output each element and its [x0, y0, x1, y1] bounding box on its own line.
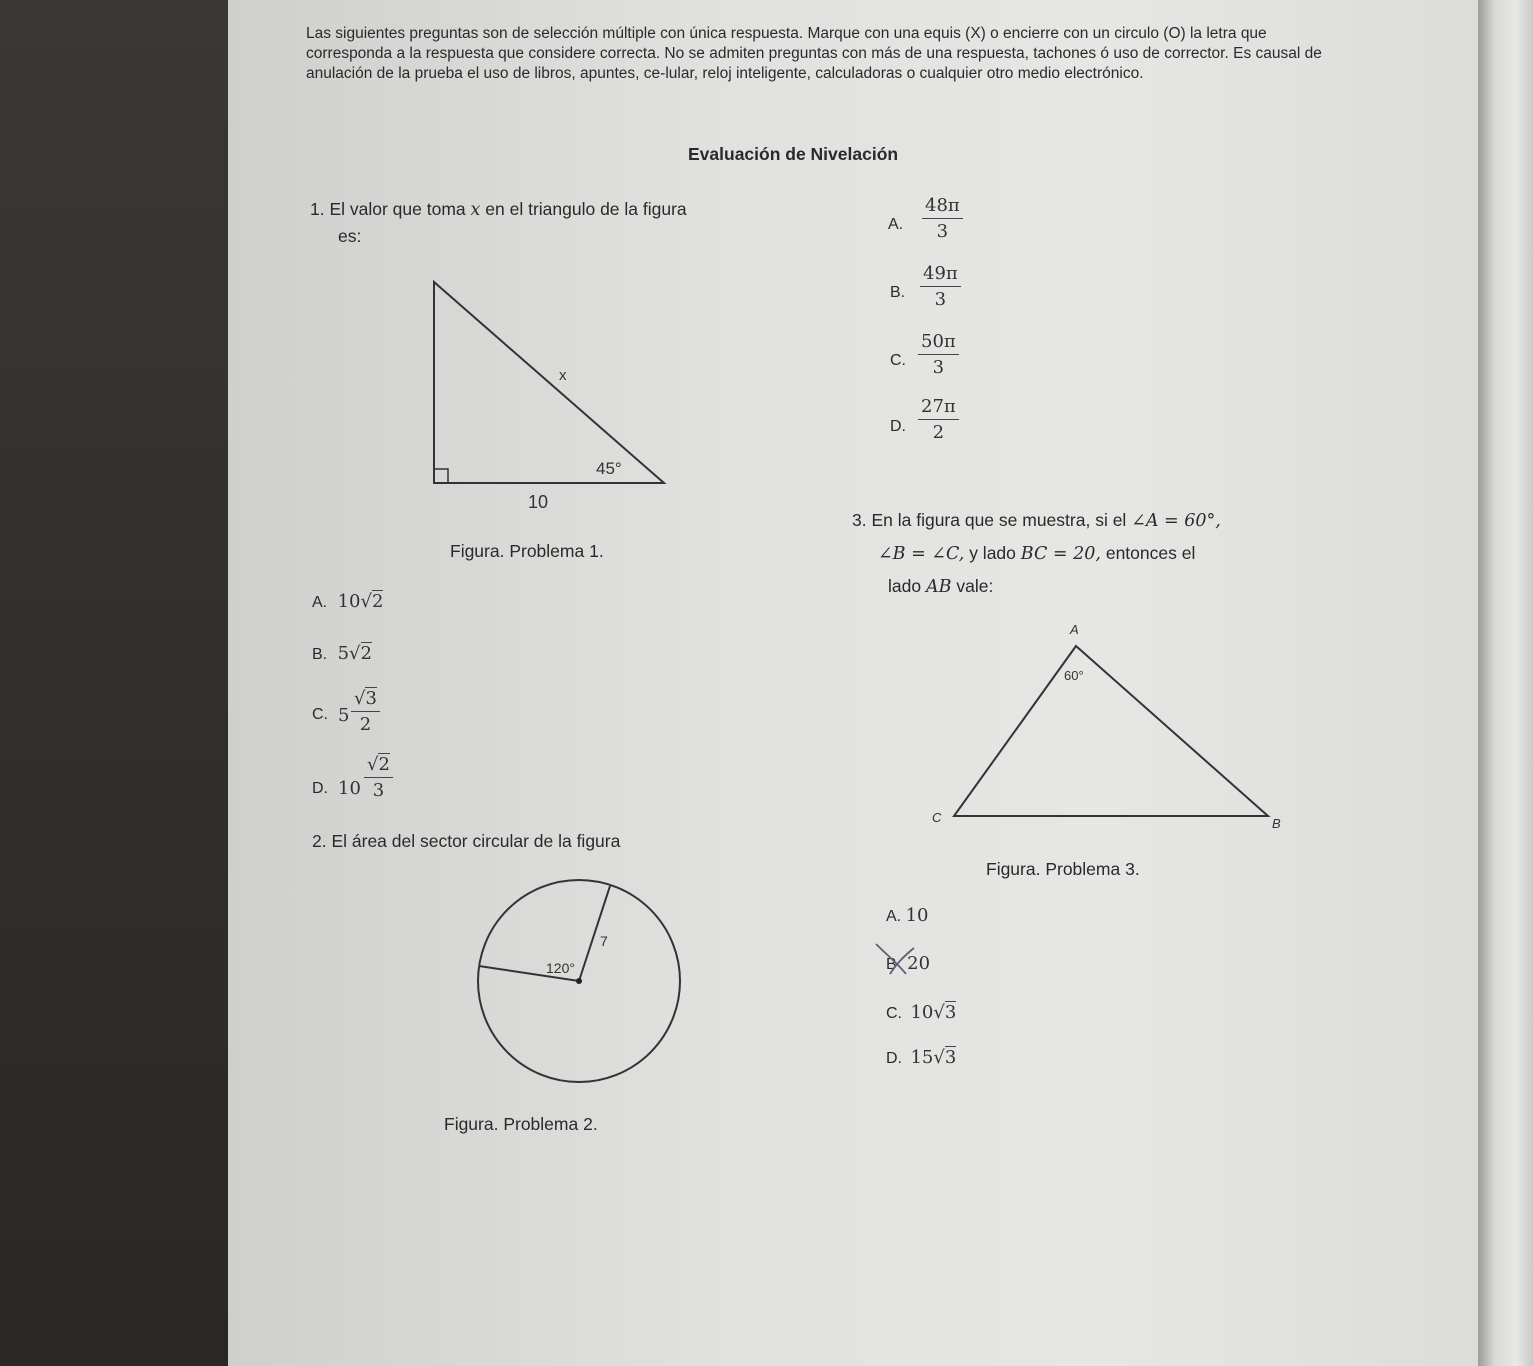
q2-option-b-num: 49π: [920, 263, 961, 287]
q3-option-d-rad: 3: [944, 1047, 957, 1068]
q3-caption: Figura. Problema 3.: [986, 859, 1140, 879]
q3-line3: [888, 576, 993, 597]
q1-text-b: en el triangulo de la figura: [485, 199, 687, 219]
q1-triangle: [434, 282, 664, 483]
q1-option-d-letter[interactable]: D.: [312, 780, 328, 797]
q3-line3-t2: vale:: [956, 576, 994, 596]
q3-line2-m1: ∠B = ∠C,: [878, 544, 965, 564]
q1-angle-label: 45°: [596, 459, 622, 478]
q1-option-d-frac: [364, 754, 393, 801]
q3-option-a-letter: A.: [886, 908, 902, 925]
q2-option-c-frac: [918, 331, 959, 378]
q2-option-d-letter[interactable]: D.: [890, 418, 906, 435]
q1-option-a[interactable]: [312, 591, 383, 612]
q3-vertex-a-label: A: [1070, 622, 1079, 637]
q1-option-a-letter: A.: [312, 594, 328, 611]
q3-option-d-coef: 15: [910, 1047, 934, 1068]
sqrt-icon: √: [354, 688, 366, 709]
q2-option-d-den: 2: [932, 422, 945, 443]
q1-option-b-letter: B.: [312, 646, 328, 663]
q2-option-c-num: 50π: [918, 331, 959, 355]
q1-base-label: 10: [528, 492, 549, 512]
q3-vertex-c-label: C: [932, 810, 942, 825]
q2-option-c-letter[interactable]: C.: [890, 352, 906, 369]
q1-caption: Figura. Problema 1.: [450, 541, 604, 561]
q2-option-d-frac: [918, 396, 959, 443]
sqrt-icon: √: [367, 754, 379, 775]
q2-angle-label: 120°: [546, 960, 575, 976]
q3-option-c-letter: C.: [886, 1005, 902, 1022]
q3-option-c-rad: 3: [944, 1002, 957, 1023]
q3-line2-t2: entonces el: [1105, 543, 1196, 563]
q2-radius-label: 7: [600, 933, 608, 949]
q2-option-d-num: 27π: [918, 396, 959, 420]
q1-option-c-den: 2: [359, 714, 372, 735]
sqrt-icon: √: [349, 643, 361, 664]
q1-right-angle-mark: [434, 469, 448, 483]
q2-option-b-den: 3: [934, 289, 947, 310]
q1-text: [310, 199, 687, 220]
q3-option-d-letter: D.: [886, 1050, 902, 1067]
sqrt-icon: √: [933, 1002, 945, 1023]
q3-vertex-b-label: B: [1272, 816, 1281, 831]
q1-var: x: [470, 200, 481, 220]
q1-option-d-den: 3: [372, 780, 385, 801]
q3-option-b-value: 20: [907, 953, 931, 974]
q2-option-c-den: 3: [932, 357, 945, 378]
q3-answer-x-mark: [872, 940, 922, 980]
q3-line1-m: ∠A = 60°,: [1131, 511, 1221, 531]
q2-figure: [470, 872, 690, 1092]
q1-option-c-frac: [351, 688, 380, 735]
q1-option-b[interactable]: [312, 643, 372, 664]
sqrt-icon: √: [933, 1047, 945, 1068]
q1-option-c-coef: 5: [338, 705, 350, 726]
q2-option-a-frac: [922, 195, 963, 242]
q2-caption: Figura. Problema 2.: [444, 1114, 598, 1134]
q2-option-b-frac: [920, 263, 961, 310]
instructions: Las siguientes preguntas son de selección múltiple con única respuesta. Marque con una equis (X) o encierre con un circulo (O) la letra que corresponda a la respuesta que considere correcta. No se admiten preguntas con más de una respuesta, tachones ó uso de corrector. Es causal de anulación de la prueba el uso de libros, apuntes, ce-lular, reloj inteligente, calculadoras o cualquier otro medio electrónico.: [306, 25, 1322, 82]
q3-triangle: [954, 646, 1268, 816]
q1-option-a-rad: 2: [371, 591, 384, 612]
q3-line2-t1: y lado: [969, 543, 1016, 563]
q3-option-a[interactable]: [886, 905, 928, 926]
q3-angle-label: 60°: [1064, 668, 1084, 683]
q2-option-a-letter[interactable]: A.: [888, 216, 904, 233]
q3-option-c-coef: 10: [910, 1002, 934, 1023]
q3-line2: [878, 543, 1195, 564]
q3-line3-t1: lado: [888, 576, 922, 596]
paper-edge: [1478, 0, 1533, 1366]
q1-figure: [420, 270, 680, 520]
q3-line2-m2: BC = 20,: [1020, 544, 1101, 564]
q3-line3-m: AB: [925, 577, 952, 597]
q1-text-c: es:: [338, 226, 362, 246]
q1-hyp-label: x: [559, 367, 567, 384]
q3-line1-a: 3. En la figura que se muestra, si el: [852, 510, 1127, 530]
q1-option-b-coef: 5: [337, 643, 350, 664]
q1-option-c-num-rad: 3: [365, 688, 377, 709]
q2-text: 2. El área del sector circular de la figura: [312, 831, 621, 851]
q2-option-a-den: 3: [936, 221, 949, 242]
q3-figure: [920, 612, 1290, 842]
q1-option-a-coef: 10: [337, 591, 361, 612]
q3-option-b-letter: B: [886, 956, 897, 973]
q2-option-b-letter[interactable]: B.: [890, 284, 906, 301]
q1-option-b-rad: 2: [360, 643, 372, 664]
q2-option-a-num: 48π: [922, 195, 963, 219]
q1-option-c-letter[interactable]: C.: [312, 706, 328, 723]
q2-center-dot: [576, 978, 582, 984]
q3-option-a-value: 10: [905, 905, 929, 926]
q3-option-d[interactable]: [886, 1047, 956, 1068]
sqrt-icon: √: [360, 591, 372, 612]
q1-option-d-num-rad: 2: [378, 754, 390, 775]
q1-option-d-coef: 10: [338, 778, 361, 799]
q1-text-a: 1. El valor que toma: [310, 199, 466, 219]
exam-title: Evaluación de Nivelación: [688, 144, 899, 164]
q3-line1: [852, 510, 1221, 531]
q3-option-c[interactable]: [886, 1002, 956, 1023]
